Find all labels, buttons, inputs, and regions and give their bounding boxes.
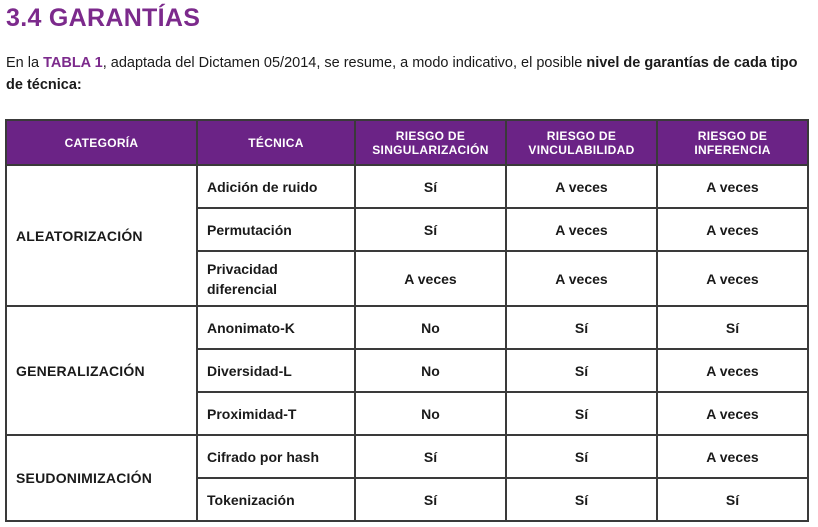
inference-risk-cell: A veces [657,392,808,435]
inference-risk-cell: A veces [657,435,808,478]
singularization-risk-cell: No [355,306,506,349]
category-cell: SEUDONIMIZACIÓN [6,435,197,521]
header-inferencia-line-2: INFERENCIA [694,142,771,157]
table-header-row [6,120,808,165]
inference-risk-cell: A veces [657,251,808,306]
linkability-risk-cell: Sí [506,349,657,392]
inference-risk-cell: A veces [657,208,808,251]
intro-middle: , adaptada del Dictamen 05/2014, se resume, a modo indicativo, el posible [102,55,587,71]
linkability-risk-cell: Sí [506,478,657,521]
singularization-risk-cell: A veces [355,251,506,306]
singularization-risk-cell: No [355,349,506,392]
technique-cell [197,251,355,306]
singularization-risk-cell: Sí [355,435,506,478]
technique-cell: Anonimato-K [197,306,355,349]
linkability-risk-cell: Sí [506,392,657,435]
guarantees-table [5,119,809,522]
section-heading: 3.4 GARANTÍAS [6,4,201,32]
inference-risk-cell: Sí [657,478,808,521]
singularization-risk-cell: Sí [355,165,506,208]
technique-cell: Diversidad-L [197,349,355,392]
technique-cell: Proximidad-T [197,392,355,435]
table-row [6,306,808,349]
intro-bold-phrase: nivel de garantías de cada tipo de técnica: [6,55,798,93]
technique-line-1: Privacidad [207,260,278,277]
header-vinculabilidad-line-1: RIESGO DE [546,128,617,143]
header-inferencia [657,120,808,165]
header-vinculabilidad [506,120,657,165]
technique-cell: Tokenización [197,478,355,521]
table-reference: TABLA 1 [43,55,103,71]
singularization-risk-cell: No [355,392,506,435]
header-singularizacion-line-2: SINGULARIZACIÓN [372,142,489,157]
header-tecnica: TÉCNICA [197,120,355,165]
technique-line-2: diferencial [207,280,278,297]
linkability-risk-cell: A veces [506,251,657,306]
header-categoria: CATEGORÍA [6,120,197,165]
technique-cell: Permutación [197,208,355,251]
table-row [6,435,808,478]
linkability-risk-cell: Sí [506,306,657,349]
technique-cell: Cifrado por hash [197,435,355,478]
inference-risk-cell: Sí [657,306,808,349]
linkability-risk-cell: A veces [506,208,657,251]
header-singularizacion-line-1: RIESGO DE [395,128,466,143]
technique-cell: Adición de ruido [197,165,355,208]
singularization-risk-cell: Sí [355,478,506,521]
category-cell: GENERALIZACIÓN [6,306,197,435]
category-cell: ALEATORIZACIÓN [6,165,197,306]
header-singularizacion [355,120,506,165]
linkability-risk-cell: A veces [506,165,657,208]
table-row [6,165,808,208]
header-inferencia-line-1: RIESGO DE [697,128,768,143]
linkability-risk-cell: Sí [506,435,657,478]
inference-risk-cell: A veces [657,165,808,208]
header-vinculabilidad-line-2: VINCULABILIDAD [528,142,635,157]
intro-prefix: En la [6,55,44,71]
inference-risk-cell: A veces [657,349,808,392]
singularization-risk-cell: Sí [355,208,506,251]
intro-paragraph [6,52,812,96]
